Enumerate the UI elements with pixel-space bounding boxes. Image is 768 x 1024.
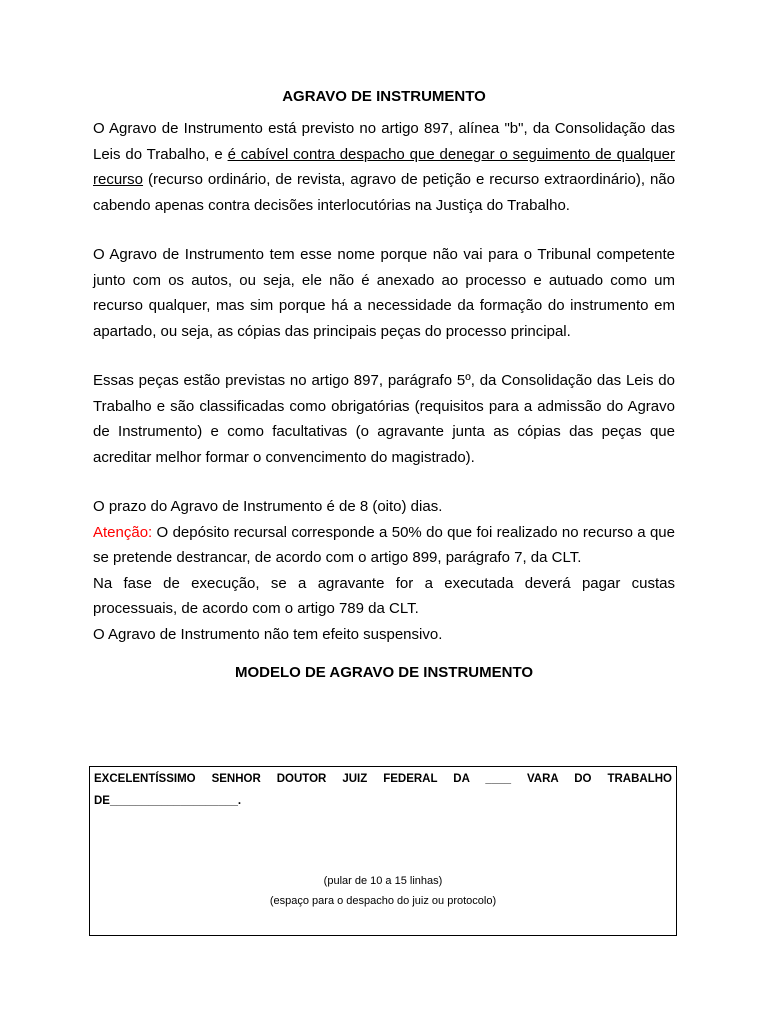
- model-box-line-2: DE____________________.: [94, 795, 242, 807]
- paragraph-1-end: (recurso ordinário, de revista, agravo de petição e recurso extraordinário), não cabendo apenas contra decisões interlocutórias na Justiça do Trabalho.: [93, 171, 675, 214]
- attention-text: O depósito recursal corresponde a 50% do que foi realizado no recurso a que se pretende destrancar, de acordo com o artigo 899, parágrafo 7, da CLT.: [93, 523, 675, 566]
- paragraph-attention: [93, 520, 675, 571]
- paragraph-1: [93, 116, 675, 218]
- paragraph-execution: Na fase de execução, se a agravante for a executada deverá pagar custas processuais, de acordo com o artigo 789 da CLT.: [93, 574, 675, 617]
- document-title: AGRAVO DE INSTRUMENTO: [282, 88, 486, 105]
- attention-label: Atenção:: [93, 523, 153, 541]
- model-box-note-1: (pular de 10 a 15 linhas): [323, 875, 443, 887]
- model-box-heading: [94, 768, 672, 812]
- model-title: MODELO DE AGRAVO DE INSTRUMENTO: [234, 664, 534, 681]
- model-box-note-2: (espaço para o despacho do juiz ou protocolo): [269, 895, 497, 907]
- model-box: [89, 766, 677, 936]
- model-box-line-1: EXCELENTÍSSIMO SENHOR DOUTOR JUIZ FEDERAL DA ____ VARA DO TRABALHO: [94, 773, 672, 785]
- paragraph-deadline: O prazo do Agravo de Instrumento é de 8 (oito) dias.: [93, 498, 443, 515]
- document-body: [93, 86, 675, 684]
- model-box-notes: [90, 871, 676, 911]
- paragraph-1-underlined: é cabível contra despacho que denegar o seguimento de qualquer recurso: [93, 145, 675, 188]
- paragraph-3: Essas peças estão previstas no artigo 897, parágrafo 5º, da Consolidação das Leis do Trabalho e são classificadas como obrigatórias (requisitos para a admissão do Agravo de Instrumento) e como facultativas (o agravante junta as cópias das peças que acreditar melhor formar o convencimento do magistrado).: [93, 372, 675, 466]
- paragraph-suspensive: O Agravo de Instrumento não tem efeito suspensivo.: [93, 625, 443, 643]
- paragraph-1-start: O Agravo de Instrumento está previsto no artigo 897, alínea "b", da Consolidação das Leis do Trabalho, e: [93, 120, 675, 163]
- paragraph-2: O Agravo de Instrumento tem esse nome porque não vai para o Tribunal competente junto com os autos, ou seja, ele não é anexado ao processo e autuado como um recurso qualquer, mas sim porque há a necessidade da formação do instrumento em apartado, ou seja, as cópias das principais peças do processo principal.: [93, 246, 675, 340]
